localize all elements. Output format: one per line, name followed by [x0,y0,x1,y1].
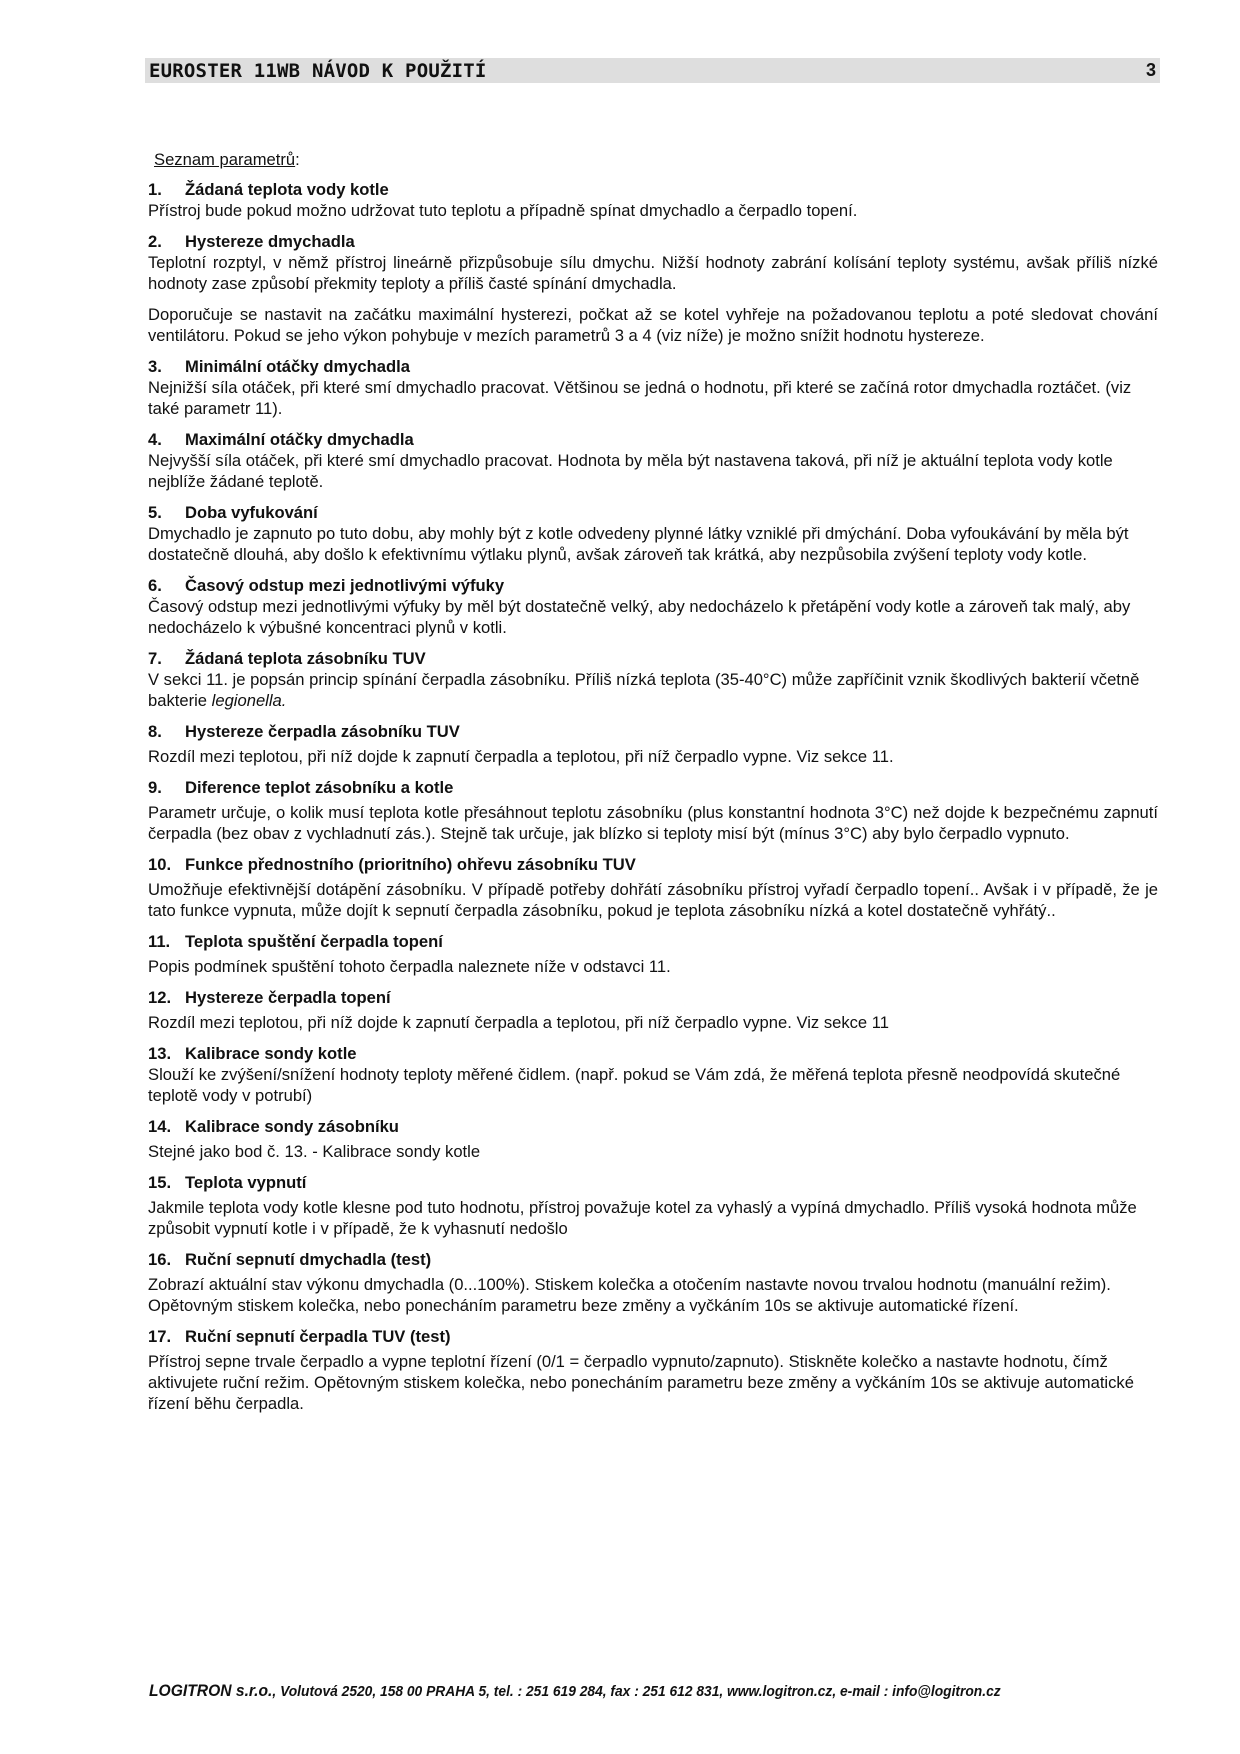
parameter-description-text: Popis podmínek spuštění tohoto čerpadla naleznete níže v odstavci 11. [148,957,671,976]
parameter-title: Minimální otáčky dmychadla [185,357,411,376]
parameter-description-text: Dmychadlo je zapnuto po tuto dobu, aby mohly být z kotle odvedeny plynné látky vzniklé při dmýchání. Doba vyfoukávání by měla být dostatečně dlouhá, aby došlo k efektivnímu výtlaku plynů, avšak zároveň tak krátká, aby nezpůsobila zvýšení teploty vody kotle. [148,524,1129,564]
parameter-title: Kalibrace sondy kotle [185,1044,357,1063]
parameter-heading [148,721,1158,742]
parameter-title: Kalibrace sondy zásobníku [185,1117,399,1136]
parameter-item [148,648,1158,711]
parameter-heading [148,356,1158,377]
parameter-description-text: Umožňuje efektivnější dotápění zásobníku. V případě potřeby dohřátí zásobníku přístroj vyřadí čerpadlo topení.. Avšak i v případě, že je tato funkce vypnuta, může dojít k sepnutí čerpadla zásobníku, pokud je teplota zásobníku nízká a kotel dostatečně vyhřátý.. [148,880,1158,920]
parameter-description [148,450,1158,492]
parameter-item [148,502,1158,565]
parameter-description-text: Nejvyšší síla otáček, při které smí dmychadlo pracovat. Hodnota by měla být nastavena taková, při níž je aktuální teplota vody kotle nejblíže žádané teplotě. [148,451,1113,491]
parameter-heading [148,987,1158,1008]
parameter-title: Diference teplot zásobníku a kotle [185,778,454,797]
parameter-number: 2. [148,232,162,251]
company-name: LOGITRON s.r.o. [149,1681,273,1700]
parameter-title: Hystereze čerpadla zásobníku TUV [185,722,460,741]
parameter-description-text: Rozdíl mezi teplotou, při níž dojde k zapnutí čerpadla a teplotou, při níž čerpadlo vypne. Viz sekce 11 [148,1013,889,1032]
parameter-description-text: Zobrazí aktuální stav výkonu dmychadla (0...100%). Stiskem kolečka a otočením nastavte novou trvalou hodnotu (manuální režim). Opětovným stiskem kolečka, nebo ponecháním parametru beze změny a vyčkáním 10s se aktivuje automatické řízení. [148,1275,1111,1315]
parameter-description [148,200,1158,221]
parameter-note: Doporučuje se nastavit na začátku maximální hysterezi, počkat až se kotel vyhřeje na požadovanou teplotu a poté sledovat chování ventilátoru. Pokud se jeho výkon pohybuje v mezích parametrů 3 a 4 (viz níže) je možno snížit hodnotu hystereze. [148,305,1158,345]
parameter-description [148,1012,1158,1033]
parameter-title: Časový odstup mezi jednotlivými výfuky [185,576,505,595]
parameter-heading [148,777,1158,798]
document-title: EUROSTER 11WB NÁVOD K POUŽITÍ [149,59,487,82]
parameter-description-text: Parametr určuje, o kolik musí teplota kotle přesáhnout teplotu zásobníku (plus konstantní hodnota 3°C) než dojde k bezpečnému zapnutí čerpadla (bez obav z vychladnutí zás.). Stejně tak určuje, jak blízko si teploty misí být (mínus 3°C) aby bylo čerpadlo vypnuto. [148,803,1158,843]
parameter-description [148,1141,1158,1162]
parameter-description [148,1274,1158,1316]
parameter-description [148,956,1158,977]
parameter-item [148,854,1158,921]
parameter-item [148,777,1158,844]
parameter-number: 6. [148,576,162,595]
parameter-number: 1. [148,180,162,199]
parameter-item [148,1249,1158,1316]
parameter-item [148,931,1158,977]
parameter-heading [148,648,1158,669]
parameter-title: Hystereze dmychadla [185,232,355,251]
parameter-title: Ruční sepnutí dmychadla (test) [185,1250,432,1269]
parameter-heading [148,1116,1158,1137]
parameter-description-text: Přístroj sepne trvale čerpadlo a vypne teplotní řízení (0/1 = čerpadlo vypnuto/zapnuto). Stiskněte kolečko a nastavte hodnotu, čímž aktivujete ruční režim. Opětovným stiskem kolečka, nebo ponecháním parametru beze změny a vyčkáním 10s se aktivuje automatické řízení běhu čerpadla. [148,1352,1134,1413]
parameter-heading [148,179,1158,200]
parameter-number: 11. [148,932,171,951]
parameter-title: Teplota vypnutí [185,1173,307,1192]
parameter-item [148,231,1158,346]
parameter-number: 4. [148,430,162,449]
parameter-item [148,575,1158,638]
parameter-heading [148,1249,1158,1270]
parameter-number: 9. [148,778,162,797]
parameter-heading [148,502,1158,523]
parameter-description-text: Nejnižší síla otáček, při které smí dmychadlo pracovat. Většinou se jedná o hodnotu, při které se začíná rotor dmychadla roztáčet. (viz také parametr 11). [148,378,1132,418]
parameter-item [148,1043,1158,1106]
parameter-title: Žádaná teplota vody kotle [185,180,389,199]
parameter-description-emphasis: legionella. [211,691,287,710]
parameter-description-text: Časový odstup mezi jednotlivými výfuky by měl být dostatečně velký, aby nedocházelo k přetápění vody kotle a zároveň tak malý, aby nedocházelo k výbušné koncentraci plynů v kotli. [148,597,1131,637]
parameter-description-text: V sekci 11. je popsán princip spínání čerpadla zásobníku. Příliš nízká teplota (35-40°C) může zapříčinit vznik škodlivých bakterií včetně bakterie [148,670,1140,710]
parameter-number: 3. [148,357,162,376]
parameter-heading [148,575,1158,596]
parameter-item [148,721,1158,767]
parameter-description [148,879,1158,921]
parameter-item [148,1172,1158,1239]
parameter-title: Žádaná teplota zásobníku TUV [185,649,426,668]
parameter-number: 8. [148,722,162,741]
parameter-description [148,1197,1158,1239]
parameter-heading [148,1172,1158,1193]
parameter-title: Hystereze čerpadla topení [185,988,391,1007]
parameter-title: Funkce přednostního (prioritního) ohřevu zásobníku TUV [185,855,636,874]
page-header [145,58,1160,83]
page-footer [149,1681,1078,1701]
parameter-item [148,1326,1158,1414]
parameter-heading [148,1326,1158,1347]
parameter-description [148,596,1158,638]
parameter-heading [148,854,1158,875]
parameter-description-text: Slouží ke zvýšení/snížení hodnoty teploty měřené čidlem. (např. pokud se Vám zdá, že měřená teplota přesně neodpovídá skutečné teplotě vody v potrubí) [148,1065,1121,1105]
parameter-heading [148,429,1158,450]
list-heading [154,149,1158,170]
parameter-description-text: Teplotní rozptyl, v němž přístroj lineárně přizpůsobuje sílu dmychu. Nižší hodnoty zabrání kolísání teploty systému, avšak příliš nízké hodnoty zase způsobí překmity teploty a příliš časté spínání dmychadla. [148,253,1158,293]
parameter-heading [148,231,1158,252]
parameter-number: 7. [148,649,162,668]
parameter-number: 16. [148,1250,172,1269]
parameter-description-text: Rozdíl mezi teplotou, při níž dojde k zapnutí čerpadla a teplotou, při níž čerpadlo vypne. Viz sekce 11. [148,747,894,766]
parameter-item [148,1116,1158,1162]
parameter-description [148,1064,1158,1106]
parameter-description [148,523,1158,565]
list-heading-text: Seznam parametrů [154,150,296,169]
parameter-description [148,802,1158,844]
parameter-item [148,179,1158,221]
parameter-description [148,746,1158,767]
parameter-title: Maximální otáčky dmychadla [185,430,414,449]
parameter-title: Teplota spuštění čerpadla topení [185,932,443,951]
page-number: 3 [1145,60,1156,80]
parameter-number: 10. [148,855,172,874]
parameter-title: Doba vyfukování [185,503,318,522]
parameter-item [148,429,1158,492]
company-contact: , Volutová 2520, 158 00 PRAHA 5, tel. : 251 619 284, fax : 251 612 831, www.logitron.cz, e-mail : info@logitron.cz [272,1683,1001,1700]
parameter-item [148,987,1158,1033]
parameter-number: 13. [148,1044,172,1063]
parameter-number: 5. [148,503,162,522]
parameter-description [148,1351,1158,1414]
parameter-description [148,669,1158,711]
parameter-number: 12. [148,988,172,1007]
parameter-number: 17. [148,1327,172,1346]
parameter-description-text: Jakmile teplota vody kotle klesne pod tuto hodnotu, přístroj považuje kotel za vyhaslý a vypíná dmychadlo. Příliš vysoká hodnota může způsobit vypnutí kotle i v případě, že k vyhasnutí nedošlo [148,1198,1137,1238]
parameter-number: 14. [148,1117,172,1136]
items-container [148,179,1158,1414]
parameter-description [148,252,1158,294]
parameter-heading [148,1043,1158,1064]
parameter-item [148,356,1158,419]
list-heading-colon: : [295,150,300,169]
parameter-description-text: Přístroj bude pokud možno udržovat tuto teplotu a případně spínat dmychadlo a čerpadlo topení. [148,201,858,220]
parameter-list [148,149,1158,1424]
parameter-title: Ruční sepnutí čerpadla TUV (test) [185,1327,451,1346]
parameter-description-text: Stejné jako bod č. 13. - Kalibrace sondy kotle [148,1142,481,1161]
parameter-description [148,377,1158,419]
parameter-number: 15. [148,1173,172,1192]
parameter-heading [148,931,1158,952]
